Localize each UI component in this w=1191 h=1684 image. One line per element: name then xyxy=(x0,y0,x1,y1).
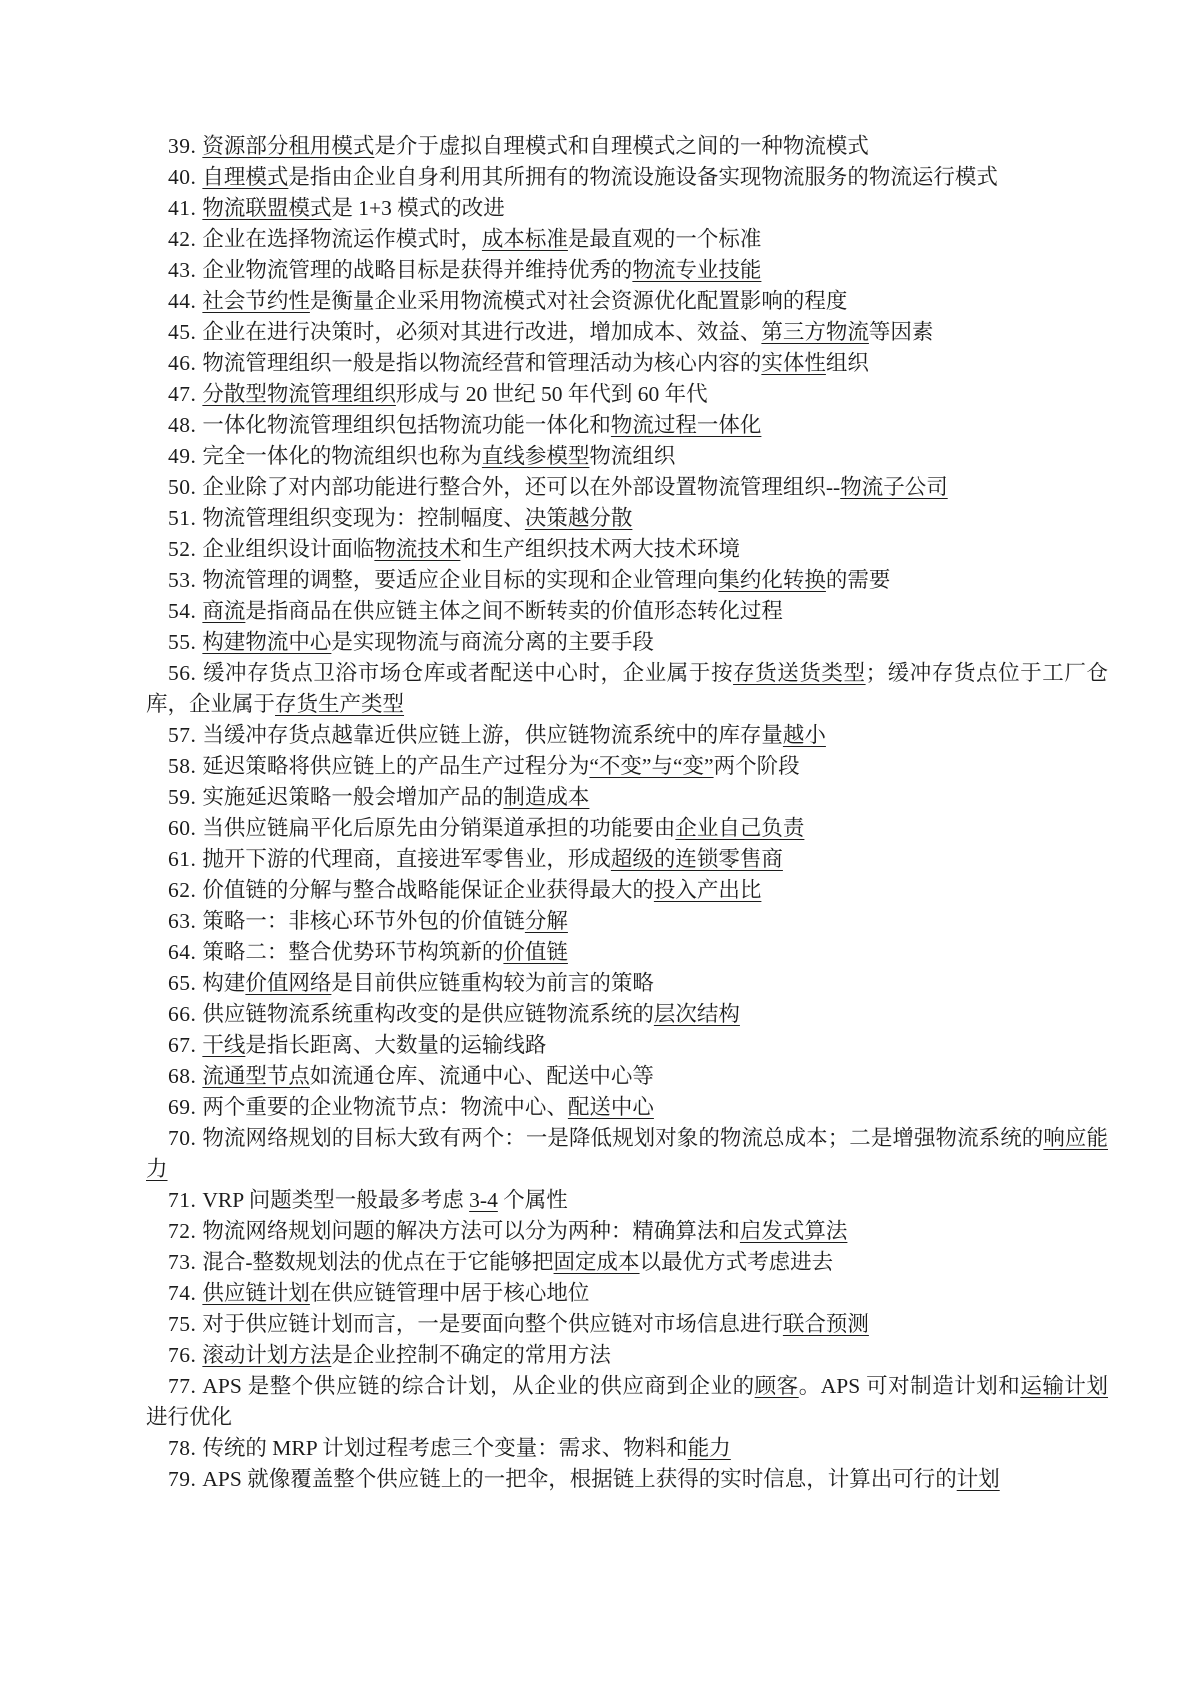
item-text-segment: 策略二：整合优势环节构筑新的 xyxy=(202,940,504,964)
item-underlined-term: 企业自己负责 xyxy=(675,816,805,840)
item-text-segment: 企业在选择物流运作模式时， xyxy=(202,227,482,251)
item-underlined-term: 价值网络 xyxy=(245,971,332,995)
item-number: 44. xyxy=(168,289,197,313)
item-underlined-term: 层次结构 xyxy=(653,1002,740,1026)
list-item xyxy=(146,348,1108,379)
item-text-segment: 是衡量企业采用物流模式对社会资源优化配置影响的程度 xyxy=(309,289,848,313)
item-number: 70. xyxy=(168,1126,197,1150)
item-text-segment: 物流管理的调整，要适应企业目标的实现和企业管理向 xyxy=(202,568,719,592)
item-text-segment: 等因素 xyxy=(868,320,934,344)
item-underlined-term: 干线 xyxy=(202,1033,246,1057)
list-item xyxy=(146,658,1108,720)
list-item xyxy=(146,1278,1108,1309)
item-number: 57. xyxy=(168,723,197,747)
item-text-segment: 物流管理组织一般是指以物流经营和管理活动为核心内容的 xyxy=(202,351,762,375)
item-text-segment: 抛开下游的代理商，直接进军零售业，形成 xyxy=(202,847,611,871)
list-item xyxy=(146,441,1108,472)
item-text-segment: 是指长距离、大数量的运输线路 xyxy=(245,1033,547,1057)
item-underlined-term: 配送中心 xyxy=(567,1095,654,1119)
item-text-segment: 混合-整数规划法的优点在于它能够把 xyxy=(202,1250,554,1274)
item-text-segment: 。APS 可对制造计划和 xyxy=(798,1374,1021,1398)
item-underlined-term: “不变”与“变” xyxy=(589,754,714,778)
item-underlined-term: 资源部分租用模式 xyxy=(202,134,375,158)
item-text-segment: 形成与 20 世纪 50 年代到 60 年代 xyxy=(395,382,708,406)
item-number: 73. xyxy=(168,1250,197,1274)
item-number: 39. xyxy=(168,134,197,158)
item-number: 66. xyxy=(168,1002,197,1026)
item-underlined-term: 顾客 xyxy=(754,1374,799,1398)
list-item xyxy=(146,844,1108,875)
item-text-segment: 组织 xyxy=(825,351,869,375)
item-number: 65. xyxy=(168,971,197,995)
item-underlined-term: 直线参模型 xyxy=(481,444,590,468)
list-item xyxy=(146,1216,1108,1247)
list-item xyxy=(146,162,1108,193)
item-number: 63. xyxy=(168,909,197,933)
item-text-segment: 两个阶段 xyxy=(713,754,800,778)
list-item xyxy=(146,1340,1108,1371)
list-item xyxy=(146,1030,1108,1061)
item-number: 79. xyxy=(168,1467,197,1491)
item-number: 71. xyxy=(168,1188,197,1212)
list-item xyxy=(146,1433,1108,1464)
item-text-segment: 物流组织 xyxy=(589,444,676,468)
list-item xyxy=(146,720,1108,751)
item-number: 43. xyxy=(168,258,197,282)
item-underlined-term: 制造成本 xyxy=(503,785,590,809)
item-number: 60. xyxy=(168,816,197,840)
item-underlined-term: 计划 xyxy=(956,1467,1000,1491)
item-underlined-term: 固定成本 xyxy=(553,1250,640,1274)
item-underlined-term: 滚动计划方法 xyxy=(202,1343,332,1367)
list-item xyxy=(146,503,1108,534)
item-underlined-term: 分解 xyxy=(524,909,568,933)
list-item xyxy=(146,1247,1108,1278)
list-item xyxy=(146,813,1108,844)
item-text-segment: 企业组织设计面临 xyxy=(202,537,375,561)
list-item xyxy=(146,1309,1108,1340)
item-underlined-term: 分散型物流管理组织 xyxy=(202,382,396,406)
item-underlined-term: 供应链计划 xyxy=(202,1281,310,1305)
list-item xyxy=(146,751,1108,782)
item-text-segment: 物流网络规划问题的解决方法可以分为两种：精确算法和 xyxy=(202,1219,740,1243)
list-item xyxy=(146,1092,1108,1123)
item-text-segment: 是目前供应链重构较为前言的策略 xyxy=(331,971,654,995)
item-text-segment: 延迟策略将供应链上的产品生产过程分为 xyxy=(202,754,590,778)
list-item xyxy=(146,317,1108,348)
list-item xyxy=(146,565,1108,596)
item-number: 64. xyxy=(168,940,197,964)
item-underlined-term: 物流联盟模式 xyxy=(202,196,332,220)
item-text-segment: 如流通仓库、流通中心、配送中心等 xyxy=(309,1064,654,1088)
item-underlined-term: 投入产出比 xyxy=(653,878,762,902)
item-number: 59. xyxy=(168,785,197,809)
list-item xyxy=(146,1371,1108,1433)
item-text-segment: 缓冲存货点卫浴市场仓库或者配送中心时，企业属于按 xyxy=(202,661,734,685)
item-text-segment: 一体化物流管理组织包括物流功能一体化和 xyxy=(202,413,611,437)
item-underlined-term: 存货送货类型 xyxy=(733,661,866,685)
item-text-segment: 和生产组织技术两大技术环境 xyxy=(460,537,740,561)
list-item xyxy=(146,906,1108,937)
item-number: 47. xyxy=(168,382,197,406)
item-text-segment: 企业除了对内部功能进行整合外，还可以在外部设置物流管理组织-- xyxy=(202,475,841,499)
item-text-segment: 是企业控制不确定的常用方法 xyxy=(331,1343,611,1367)
list-item xyxy=(146,193,1108,224)
list-item xyxy=(146,1464,1108,1495)
list-item xyxy=(146,286,1108,317)
item-number: 41. xyxy=(168,196,197,220)
item-text-segment: ；缓冲存货点位于工厂仓库，企业属于 xyxy=(146,661,1108,716)
item-number: 50. xyxy=(168,475,197,499)
item-number: 69. xyxy=(168,1095,197,1119)
item-underlined-term: 存货生产类型 xyxy=(275,692,405,716)
item-number: 45. xyxy=(168,320,197,344)
item-number: 51. xyxy=(168,506,197,530)
item-text-segment: 企业物流管理的战略目标是获得并维持优秀的 xyxy=(202,258,633,282)
item-underlined-term: 商流 xyxy=(202,599,246,623)
item-underlined-term: 第三方物流 xyxy=(761,320,869,344)
list-item xyxy=(146,596,1108,627)
item-underlined-term: 能力 xyxy=(687,1436,731,1460)
item-underlined-term: 响应能力 xyxy=(146,1126,1108,1181)
item-text-segment: 两个重要的企业物流节点：物流中心、 xyxy=(202,1095,568,1119)
item-text-segment: 对于供应链计划而言，一是要面向整个供应链对市场信息进行 xyxy=(202,1312,783,1336)
list-item xyxy=(146,875,1108,906)
item-number: 48. xyxy=(168,413,197,437)
item-underlined-term: 启发式算法 xyxy=(739,1219,848,1243)
item-underlined-term: 物流过程一体化 xyxy=(610,413,762,437)
item-text-segment: 完全一体化的物流组织也称为 xyxy=(202,444,482,468)
item-underlined-term: 自理模式 xyxy=(202,165,289,189)
list-item xyxy=(146,131,1108,162)
item-text-segment: 是介于虚拟自理模式和自理模式之间的一种物流模式 xyxy=(374,134,869,158)
item-text-segment: 是指商品在供应链主体之间不断转卖的价值形态转化过程 xyxy=(245,599,783,623)
list-item xyxy=(146,379,1108,410)
list-item xyxy=(146,782,1108,813)
item-number: 53. xyxy=(168,568,197,592)
item-text-segment: 是最直观的一个标准 xyxy=(567,227,762,251)
item-number: 52. xyxy=(168,537,197,561)
item-number: 56. xyxy=(168,661,197,685)
item-number: 77. xyxy=(168,1374,197,1398)
item-underlined-term: 越小 xyxy=(782,723,826,747)
item-text-segment: 在供应链管理中居于核心地位 xyxy=(309,1281,590,1305)
list-item xyxy=(146,937,1108,968)
item-underlined-term: 构建物流中心 xyxy=(202,630,332,654)
item-underlined-term: 超级的连锁零售商 xyxy=(610,847,783,871)
item-underlined-term: 集约化转换 xyxy=(718,568,826,592)
item-number: 42. xyxy=(168,227,197,251)
item-text-segment: 是指由企业自身利用其所拥有的物流设施设备实现物流服务的物流运行模式 xyxy=(288,165,998,189)
item-underlined-term: 物流技术 xyxy=(374,537,461,561)
item-number: 76. xyxy=(168,1343,197,1367)
item-number: 46. xyxy=(168,351,197,375)
item-underlined-term: 3-4 xyxy=(469,1188,498,1212)
item-underlined-term: 运输计划 xyxy=(1020,1374,1108,1398)
item-text-segment: APS 是整个供应链的综合计划，从企业的供应商到企业的 xyxy=(202,1374,755,1398)
list-item xyxy=(146,999,1108,1030)
item-underlined-term: 实体性 xyxy=(761,351,826,375)
list-item xyxy=(146,1123,1108,1185)
item-text-segment: APS 就像覆盖整个供应链上的一把伞，根据链上获得的实时信息，计算出可行的 xyxy=(202,1467,957,1491)
item-underlined-term: 物流专业技能 xyxy=(632,258,762,282)
list-item xyxy=(146,472,1108,503)
item-text-segment: 传统的 MRP 计划过程考虑三个变量：需求、物料和 xyxy=(202,1436,688,1460)
list-item xyxy=(146,1185,1108,1216)
item-text-segment: 进行优化 xyxy=(146,1405,233,1429)
item-text-segment: VRP 问题类型一般最多考虑 xyxy=(202,1188,470,1212)
item-number: 54. xyxy=(168,599,197,623)
item-number: 74. xyxy=(168,1281,197,1305)
item-text-segment: 是实现物流与商流分离的主要手段 xyxy=(331,630,654,654)
item-number: 61. xyxy=(168,847,197,871)
list-item xyxy=(146,255,1108,286)
numbered-notes-list xyxy=(146,131,1108,1495)
item-text-segment: 以最优方式考虑进去 xyxy=(639,1250,834,1274)
item-text-segment: 价值链的分解与整合战略能保证企业获得最大的 xyxy=(202,878,654,902)
item-text-segment: 策略一：非核心环节外包的价值链 xyxy=(202,909,525,933)
item-number: 62. xyxy=(168,878,197,902)
list-item xyxy=(146,627,1108,658)
item-text-segment: 当供应链扁平化后原先由分销渠道承担的功能要由 xyxy=(202,816,676,840)
item-underlined-term: 价值链 xyxy=(503,940,568,964)
item-text-segment: 供应链物流系统重构改变的是供应链物流系统的 xyxy=(202,1002,654,1026)
list-item xyxy=(146,224,1108,255)
item-text-segment: 个属性 xyxy=(497,1188,568,1212)
item-underlined-term: 成本标准 xyxy=(481,227,568,251)
item-underlined-term: 物流子公司 xyxy=(840,475,948,499)
item-underlined-term: 决策越分散 xyxy=(524,506,633,530)
item-number: 72. xyxy=(168,1219,197,1243)
item-number: 75. xyxy=(168,1312,197,1336)
item-text-segment: 物流网络规划的目标大致有两个：一是降低规划对象的物流总成本；二是增强物流系统的 xyxy=(202,1126,1044,1150)
item-text-segment: 是 1+3 模式的改进 xyxy=(331,196,505,220)
item-text-segment: 企业在进行决策时，必须对其进行改进，增加成本、效益、 xyxy=(202,320,762,344)
item-number: 40. xyxy=(168,165,197,189)
item-number: 55. xyxy=(168,630,197,654)
item-underlined-term: 社会节约性 xyxy=(202,289,310,313)
item-text-segment: 的需要 xyxy=(825,568,891,592)
item-text-segment: 当缓冲存货点越靠近供应链上游，供应链物流系统中的库存量 xyxy=(202,723,783,747)
item-number: 58. xyxy=(168,754,197,778)
list-item xyxy=(146,534,1108,565)
list-item xyxy=(146,968,1108,999)
item-underlined-term: 联合预测 xyxy=(782,1312,869,1336)
item-text-segment: 实施延迟策略一般会增加产品的 xyxy=(202,785,504,809)
item-underlined-term: 流通型节点 xyxy=(202,1064,310,1088)
item-number: 49. xyxy=(168,444,197,468)
item-number: 67. xyxy=(168,1033,197,1057)
list-item xyxy=(146,410,1108,441)
list-item xyxy=(146,1061,1108,1092)
item-text-segment: 物流管理组织变现为：控制幅度、 xyxy=(202,506,525,530)
item-text-segment: 构建 xyxy=(202,971,246,995)
item-number: 78. xyxy=(168,1436,197,1460)
item-number: 68. xyxy=(168,1064,197,1088)
